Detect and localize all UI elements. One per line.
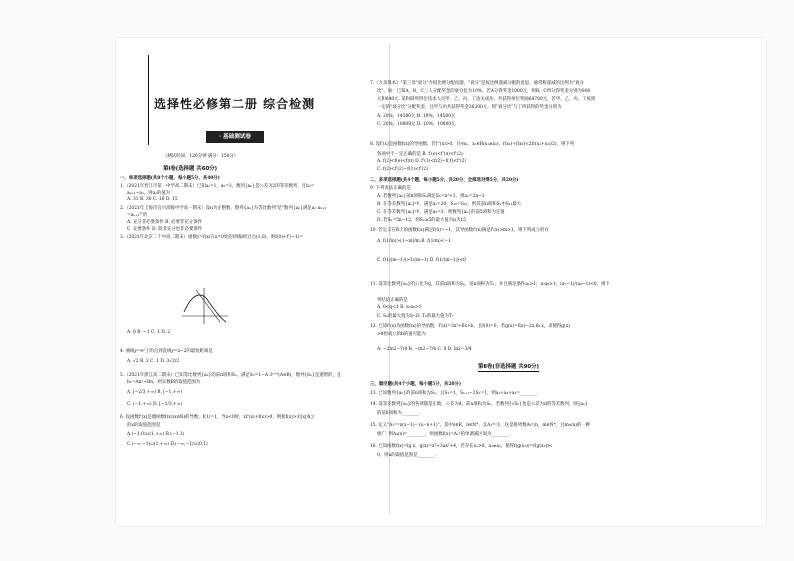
- test-meta: （测试时间：120分钟 满分：150分）: [163, 154, 239, 159]
- section-multi-choice: 二、多项选择题(共4个题，每小题5分，共20分，全部选对得5分，共20分): [370, 178, 519, 183]
- question-6-options-cd: C.(−∞,−1)∪(1,+∞) D.(−∞,−1)∪(0,1): [127, 442, 208, 447]
- question-8-option-c: C. f(2)<f'(2)−f(1)<f'(2): [377, 167, 428, 172]
- question-14-cont: 的前6项和为________.: [377, 411, 421, 416]
- question-3: 3.（2021年北京二十中高二期末）函数y=f(x)在x=0处的切线l经过点(1,0)，则f(0)+f'(−1)=: [120, 235, 304, 240]
- question-13: 13. 已知数列{aₙ}的前n项和为Sₙ，且S₁=1，Sₙ₊₁−2Sₙ=1，则a₁+a₂+a₃=________.: [370, 391, 539, 396]
- question-11-options-ab: A. 0<q<1 B. a₇a₉>1: [377, 305, 422, 310]
- title-bar: [148, 55, 149, 145]
- question-9-option-b: B. 在等差数列{aₙ}中，满足a₁=20，S₁₀=S₁₅，则其前n项和Sₙ中S₁₂最大: [377, 202, 522, 207]
- question-7-options-cd: C. 20%，10800元 D. 10%，10800元: [377, 122, 456, 127]
- question-10-options-cd: C. f(1/(m−1))>1/(m−1) D. f(1/(m−1))<0: [377, 258, 466, 263]
- question-5: 5.（2021年浙江高二期末）已知等比数列{aₙ}的前n项和Sₙ，满足Sₙ=1−A·3ⁿ⁺¹(A∈R)，数列{bₙ}是递增的，且: [120, 373, 342, 378]
- graph-curve: [184, 295, 226, 322]
- question-12-cont: >0恒成立的b的值可能为: [377, 332, 426, 337]
- question-6-cont: 的x的取值范围是: [127, 423, 161, 428]
- question-10: 10. 若定义在R上的函数f(x)满足f(0)=−1，其导函数f'(x)满足f'(x)>m>1，则下列成立的有: [370, 228, 549, 233]
- question-7-options-ab: A. 20%，14580元 B. 10%，14580元: [377, 114, 456, 119]
- question-12: 12. 已知f'(x)为函数f(x)的导函数，f'(x)=3x²+6x+b，且f(0)=0，若g(x)=f(x)−2x ln x，求使得g(x): [370, 324, 570, 329]
- question-11: 11. 设等比数列{aₙ}的公比为q，其前n项和为Sₙ，前n项积为Tₙ，并且满足条件a₁>1，a₇a₈>1，(a₇−1)/(a₈−1)<0，则下: [370, 282, 610, 287]
- question-6: 6. 设函数f'(x)是偶函数f(x)(x∈R)的导数，f(1)=1，当x<0时，xf'(x)+f(x)>0，则使f(x)>1/|x|成立: [120, 415, 316, 420]
- question-14: 14. 设等差数列{aₙ}的各项都是正数，公差为d，前n项和为Sₙ，若数列{√Sₙ}也是公差为d的等差数列，则{aₙ}: [370, 402, 588, 407]
- question-10-options-ab: A. f(1/m)>(1−m)/m B. f(1/m)<−1: [377, 239, 451, 244]
- question-9-option-a: A. 若数列{aₙ}前n项和Sₙ满足Sₙ=n²+1，则aₙ=2n−1: [377, 194, 485, 199]
- question-9-option-d: D. 若Sₙ=5n−12，则Sₙ≥5的最大值为n为15: [377, 218, 466, 223]
- question-1: 1.（2021年晋江市第一中学高二期末）已知a₁=1，a₅=3，数列{aₙ}是公差为2的等差数列，且bₙ=: [120, 184, 315, 189]
- question-2: 2.（2021年上海市宜兴高级中学高一期末）设n为正整数，数列{aₙ}为等比数列"是"数列{aₙ}满足aₙ·aₙ₊₂: [120, 206, 327, 211]
- question-8: 8. 设f'(x)是函数f(x)的导函数，若f''(x)>0，且∀x₁，x₂∈R(x₁≠x₂)，f(x₁)+f(x₂)<2f((x₁+x₂)/2)，则下列: [370, 142, 575, 147]
- question-16-cont: 0，则a的取值范围是________.: [377, 453, 437, 458]
- question-7-cont2: 元和640元. 某科研所四位技术人员甲、乙、丙、丁攻关成功，共获得单位奖励68780元，若甲、乙、丙、丁按照: [377, 97, 596, 102]
- question-16: 16. 已知函数f(x)=lg x，g(x)=x²+3ax²+4，若存在x₁>0，x₂≠x₁，使得f(g(x₁))=f(g(x₂))<: [370, 444, 553, 449]
- section-single-choice: 一、单项选择题(共8个小题，每小题5分，共40分): [120, 176, 220, 181]
- question-9-option-c: C. 在等差数列{aₙ}中，满足a₂=3，则数列{aₙ}的前5项和为定值: [377, 210, 505, 215]
- part-two-header: 第Ⅱ卷(非选择题 共90分): [478, 364, 539, 370]
- question-15: 15. 定义"A₁ⁿ=x(x−1)···(x−n+1)"，其中x∈R，n∈N*，且A₁⁰=1，这是排列数A₁ⁿ(n，m∈N*，且m≤n)的一种: [370, 423, 591, 428]
- part-one-header: 第Ⅰ卷(选择题 共60分): [163, 166, 218, 172]
- question-15-cont: 推广. 则A₄(x)=________，则函数f(x)=A₁ⁿ的单调减区间为________.: [377, 432, 511, 437]
- question-1-cont: aₙ₊₁−aₙ，则a₁的值为: [127, 191, 171, 196]
- question-2-options-ab: A. 充分非必要条件 B. 必要非充分条件: [127, 220, 202, 225]
- section-banner: · 基础测试卷: [206, 131, 264, 143]
- question-4-options: A. √2 B. 2 C. 1 D. 3√2/2: [127, 359, 180, 364]
- question-8-options-ad: A. f(2)<f(e)<f(π) D. f'(1)<f(2)−f(1)<f'(2): [377, 159, 467, 164]
- question-3-options: A. 0 B. −1 C. 1 D. 2: [127, 330, 171, 335]
- question-5-options-cd: C. (−1,+∞) D. [−1/3,+∞): [127, 402, 183, 407]
- page-title: 选择性必修第二册 综合检测: [154, 97, 316, 111]
- question-7: 7.《九章算术》"第三章"衰分"介绍比例分配问题，"衰分"是按比例递减分配的意思，通常称递减的比例为"衰分: [370, 81, 584, 86]
- question-2-options-cd: C. 充要条件 D. 既非充分也非必要条件: [127, 227, 203, 232]
- question-2-cont: =aₙ₊₁²"的: [127, 213, 148, 218]
- question-7-cont1: 比"，如：已知A，B，C三人分配奖金的衰分比为10%，若A分得奖金1000元，则B，C所分得奖金分别为800: [377, 89, 591, 94]
- question-11-cont: 列结论正确的是: [377, 298, 408, 303]
- question-7-cont3: 一定的"衰分比"分配奖金，且甲与丙共获得奖金36200元，则"衰分比"与丁所获得的奖金分别为: [377, 105, 562, 110]
- question-5-options-ab: A. [−2/3,+∞) B. [−1,+∞): [127, 390, 182, 395]
- section-fill-blank: 三、填空题(共4个小题，每小题5分，共20分): [370, 382, 462, 387]
- question-5-cont: bₙ=Anⁿ+Bn，则实数B的取值范围为: [127, 380, 201, 385]
- question-4: 4. 曲线y=eˣ上的点到直线y=x−2的最短距离是: [120, 349, 213, 354]
- function-graph: [180, 286, 230, 326]
- question-6-options-ab: A.(−1,0)∪(1,+∞) B.(−1,1): [127, 432, 185, 437]
- question-8-cont: 各项中不一定正确的是 B. f'(e)<f'(π)<f'(2): [377, 152, 463, 157]
- graph-tangent-line: [196, 290, 220, 322]
- question-1-options: A. 31 B. 30 C. 16 D. 15: [127, 197, 178, 202]
- question-12-options: A. −2ln2−7/4 B. −ln2−7/4 C. 0 D. ln2−3/4: [377, 347, 472, 352]
- question-11-options-cd: C. Sₙ的最大值为S₇ D. Tₙ的最大值为T₇: [377, 314, 454, 319]
- question-9: 9. 下列说法正确的是: [370, 186, 411, 191]
